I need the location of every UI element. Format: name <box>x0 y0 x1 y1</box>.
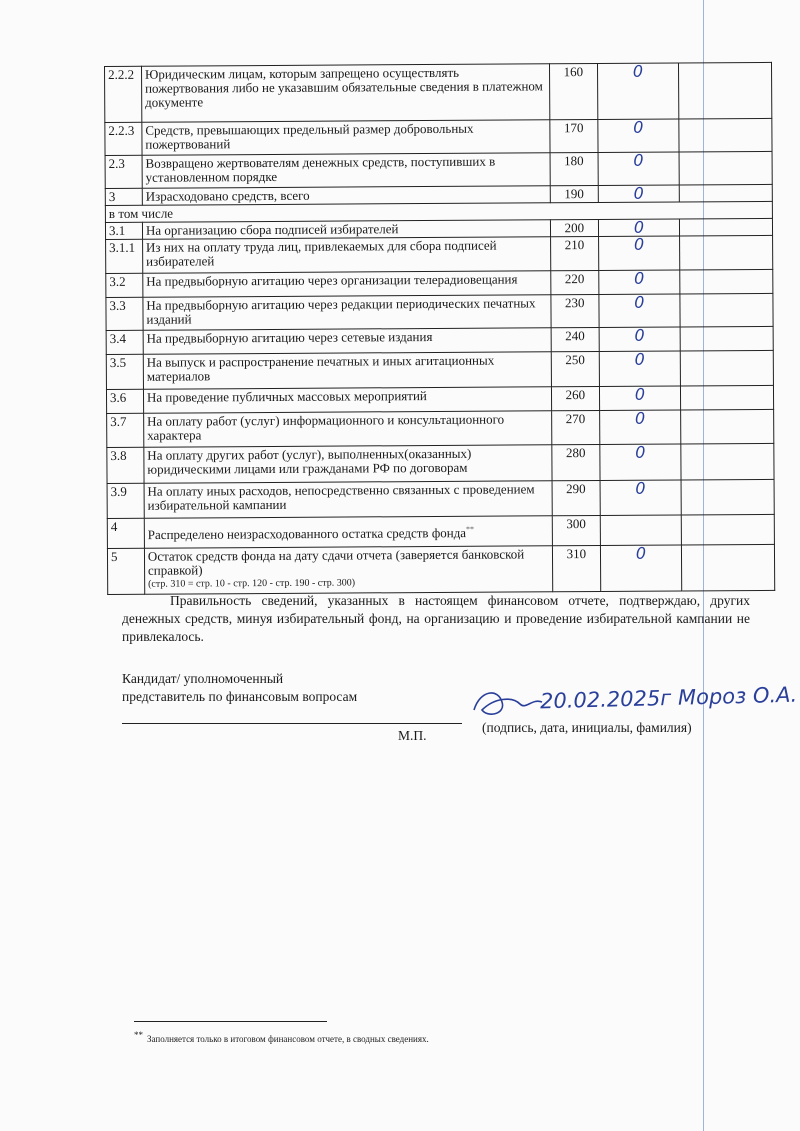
row-code: 290 <box>552 480 601 515</box>
row-number: 3.7 <box>107 413 144 447</box>
row-value: 0 <box>598 185 679 202</box>
stamp-place: М.П. <box>398 728 427 743</box>
row-text: На предвыборную агитацию через организации телерадиовещания <box>143 271 551 297</box>
row-code: 220 <box>550 270 599 294</box>
footnote <box>134 1030 429 1044</box>
table-row <box>107 443 774 483</box>
row-text: Израсходовано средств, всего <box>142 186 550 205</box>
row-number: 3.5 <box>106 354 143 389</box>
row-value: 0 <box>598 152 679 185</box>
row-extra <box>678 62 772 119</box>
row-value: 0 <box>600 386 681 410</box>
table-row <box>105 151 772 188</box>
row-extra <box>681 514 774 545</box>
row-number: 3.9 <box>107 483 144 518</box>
table-row <box>106 235 773 273</box>
row-text: Из них на оплату труда лиц, привлекаемых для сбора подписей избирателей <box>142 237 550 273</box>
row-code: 310 <box>552 545 601 591</box>
signer-line2: представитель по финансовым вопросам <box>122 689 358 704</box>
row-code: 270 <box>551 410 600 444</box>
footnote-mark: ** <box>466 524 475 534</box>
row-text: Возвращено жертвователям денежных средств, поступивших в установленном порядке <box>142 153 550 188</box>
row-text: На проведение публичных массовых мероприятий <box>143 387 551 413</box>
row-code: 230 <box>550 294 599 327</box>
table-row <box>105 118 772 155</box>
row-extra <box>680 326 773 351</box>
row-value: 0 <box>600 480 681 515</box>
row-text: На предвыборную агитацию через сетевые издания <box>143 328 551 354</box>
row-number: 3 <box>105 188 142 205</box>
row-value: 0 <box>600 444 681 480</box>
row-extra <box>679 151 772 185</box>
subheader-text: в том числе <box>105 201 772 222</box>
footnote-divider <box>134 1021 327 1022</box>
signature-line <box>122 723 462 724</box>
table-row <box>105 62 772 122</box>
row-number: 3.1 <box>105 222 142 239</box>
row-code: 170 <box>549 119 598 152</box>
row-value: 0 <box>599 294 680 327</box>
row-text: На оплату иных расходов, непосредственно связанных с проведением избирательной кампании <box>144 481 552 518</box>
row-value <box>600 515 681 545</box>
row-extra <box>680 293 773 327</box>
row-number: 3.1.1 <box>106 239 143 273</box>
row-extra <box>680 409 773 444</box>
row-number: 3.8 <box>107 447 144 483</box>
row-extra <box>679 118 772 152</box>
row-value: 0 <box>599 236 680 270</box>
row-formula: (стр. 310 = стр. 10 - стр. 120 - стр. 190 - стр. 300) <box>148 577 356 590</box>
row-number: 2.2.2 <box>105 66 142 122</box>
footnote-mark: ** <box>134 1030 143 1040</box>
row-extra <box>679 218 772 236</box>
handwritten-signature: 20.02.2025г Мороз О.А. <box>539 682 798 714</box>
row-value: 0 <box>598 119 679 152</box>
row-text: На выпуск и распространение печатных и иных агитационных материалов <box>143 352 551 389</box>
row-text <box>144 516 552 548</box>
confirmation-text: Правильность сведений, указанных в настоящем финансовом отчете, подтверждаю, других денежных средств, минуя избирательный фонд, на организацию и проведение избирательной кампании не привлекалось. <box>122 593 750 644</box>
signer-line1: Кандидат/ уполномоченный <box>122 671 284 686</box>
table-row <box>107 479 774 518</box>
row-value: 0 <box>601 545 682 591</box>
table-row <box>107 514 774 548</box>
row-code: 200 <box>550 219 599 236</box>
row-value: 0 <box>598 63 679 119</box>
row-value: 0 <box>599 351 680 386</box>
row-number: 2.3 <box>105 155 142 188</box>
signature-scribble-icon <box>468 684 548 724</box>
row-number: 3.2 <box>106 273 143 297</box>
row-code: 190 <box>550 185 599 202</box>
row-value: 0 <box>600 410 681 444</box>
row-text <box>144 546 552 594</box>
row-number: 3.6 <box>106 389 143 413</box>
row-extra <box>681 544 775 591</box>
row-extra <box>680 350 773 386</box>
row-number: 3.3 <box>106 297 143 330</box>
row-value: 0 <box>599 219 680 236</box>
row-code: 210 <box>550 236 599 270</box>
row-number: 4 <box>107 518 144 548</box>
signer-block <box>122 670 357 706</box>
row-code: 160 <box>549 63 598 119</box>
row-text: На оплату других работ (услуг), выполненных(оказанных) юридическими лицами или гражданами РФ по договорам <box>144 445 552 483</box>
row-code: 240 <box>551 327 600 351</box>
row-text: На предвыборную агитацию через редакции периодических печатных изданий <box>143 295 551 330</box>
row-code: 300 <box>552 515 601 545</box>
row-number: 3.4 <box>106 330 143 354</box>
footnote-text: Заполняется только в итоговом финансовом отчете, в сводных сведениях. <box>147 1034 429 1044</box>
row-text: На организацию сбора подписей избирателей <box>142 220 550 239</box>
row-text-label: Распределено неизрасходованного остатка средств фонда <box>147 524 467 542</box>
row-number: 2.2.3 <box>105 122 142 155</box>
row-value: 0 <box>599 270 680 294</box>
table-row <box>107 409 774 447</box>
row-extra <box>680 385 773 410</box>
row-text: На оплату работ (услуг) информационного и консультационного характера <box>144 411 552 447</box>
table-row <box>106 293 773 330</box>
row-code: 180 <box>550 152 599 185</box>
row-code: 280 <box>551 444 600 480</box>
financial-report-table <box>104 62 775 595</box>
row-text: Средств, превышающих предельный размер добровольных пожертвований <box>142 120 550 155</box>
table-row <box>106 350 773 389</box>
row-extra <box>680 269 773 294</box>
signature-caption: (подпись, дата, инициалы, фамилия) <box>482 720 692 735</box>
row-number: 5 <box>107 548 144 594</box>
row-text: Юридическим лицам, которым запрещено осуществлять пожертвования либо не указавшим обязательные сведения в платежном документе <box>141 64 549 122</box>
row-value: 0 <box>599 327 680 351</box>
row-extra <box>679 235 772 270</box>
row-text-label: Остаток средств фонда на дату сдачи отчета (заверяется банковской справкой) <box>147 546 525 578</box>
row-code: 250 <box>551 351 600 386</box>
row-code: 260 <box>551 386 600 410</box>
row-extra <box>681 479 774 515</box>
row-extra <box>681 443 774 480</box>
table-row <box>107 544 774 594</box>
row-extra <box>679 184 772 202</box>
